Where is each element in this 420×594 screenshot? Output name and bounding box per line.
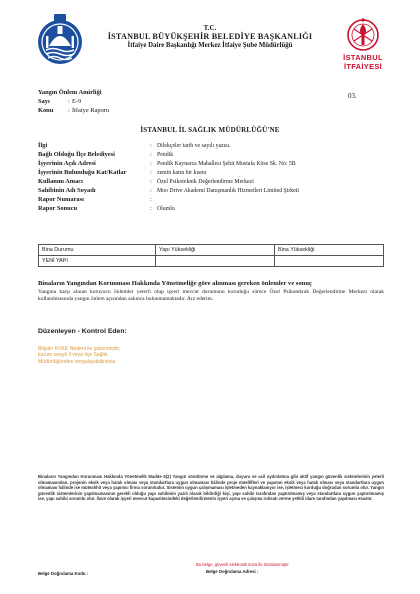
verification-code-label: Belge Doğrulama Kodu : <box>38 571 89 576</box>
sayi-value: E-9 <box>72 98 82 105</box>
field-label-report-number: Rapor Numarası <box>38 196 84 203</box>
field-label-address: İşyerinin Açık Adresi <box>38 160 96 167</box>
field-value-floor: zemin katın bir kısmı <box>157 169 207 176</box>
table-cell: YENİ YAPI <box>39 256 156 267</box>
fire-department-emblem-icon <box>345 16 381 54</box>
itfaiye-logo-line1: İSTANBUL <box>343 53 383 62</box>
field-label-district: Bağlı Olduğu İlçe Belediyesi <box>38 151 115 158</box>
field-label-report-result: Rapor Sonucu <box>38 205 78 212</box>
regulation-title: Binaların Yangından Korunması Hakkında Yönetmeliğe göre alınması gereken önlemler ve sonuç <box>38 280 312 287</box>
field-value-address: Pendik Kaynarca Mahallesi Şehit Mustafa Köse Sk. No: 5B <box>157 160 296 167</box>
field-colon: : <box>150 151 152 158</box>
konu-label: Konu <box>38 107 54 114</box>
table-header-cell: Yapı Yüksekliği <box>156 245 275 256</box>
field-label-floor: İşyerinin Bulunduğu Kat/Katlar <box>38 169 127 176</box>
field-value-purpose: Özel Psikoteknik Değerlendirme Merkezi <box>157 178 254 185</box>
building-table <box>38 244 384 267</box>
regulation-body: Yangına karşı alınan koruyucu önlemler yeterli olup işyeri mevcut durumunu koruduğu sürece Özel Psikoteknik Değerlendirme Merkezi olarak kullanılmasında yangın önlem açısından sakınca bulunmamaktadır. Arz ederim. <box>38 289 384 303</box>
field-colon: : <box>150 142 152 149</box>
legal-text: Binaların Yangından Korunması Hakkında Yönetmelik Madde 6(2) Yangın söndürme ve algılama, duyuru ve acil aydınlatma gibi aktif yangın güvenlik sistemlerinin yeterli olmamasından, projenin eksik veya hatalı olması veya standartlara uygun olmaması hâlinde proje müellifleri ve yapımın eksik veya hatalı olması veya standartlara uygun olmaması hâlinde ise müteahhit veya yapımcı firma sorumludur. Sistemin uygun çalışmaması işletmeden kaynaklanıyor ise, işletmeci kurduğu doğrudan sorumlu olur. Yangın güvenlik sistemlerinin yapılmamasının gerekli olduğu yapı sahibinin yazılı olarak bildirdiği kişi, yapı sahibi tarafından yaptırılmamış veya standartlara uygun yaptırılmamış ise, yapı sahibi sorumlu olur. İlave olarak işyeri mevcut kapasitesindeki değerlendirmenin işyeri açma ve çalışma ruhsatı verme yetkili idare tarafından yapılması esastır. <box>38 474 384 502</box>
table-header-cell: Bina Yüksekliği <box>275 245 384 256</box>
field-label-purpose: Kullanım Amacı <box>38 178 83 185</box>
field-colon: : <box>150 169 152 176</box>
office-name: Yangın Önlem Amirliği <box>38 89 102 96</box>
field-label-owner: Sahibinin Adı Soyadı <box>38 187 96 194</box>
field-colon: : <box>150 160 152 167</box>
header-department: İtfaiye Daire Başkanlığı Merkez İtfaiye Şube Müdürlüğü <box>127 42 293 49</box>
field-value-ilgi: Dilekçeler tarih ve sayılı yazısı. <box>157 142 231 149</box>
itfaiye-logo <box>335 16 391 78</box>
field-colon: : <box>150 205 152 212</box>
field-colon: : <box>150 178 152 185</box>
verification-address-label: Belge Doğrulama Adresi : <box>206 569 259 574</box>
table-header-row <box>39 245 384 256</box>
field-value-report-result: Olumlu <box>157 205 175 212</box>
konu-colon: : <box>68 107 70 114</box>
editor-label: Düzenleyen - Kontrol Eden: <box>38 328 127 335</box>
reference-number: 03. <box>348 92 357 100</box>
field-colon: : <box>150 196 152 203</box>
sayi-colon: : <box>68 98 70 105</box>
field-value-owner: Moo Drive Akademi Danışmanlık Hizmetleri Limited Şirketi <box>157 187 299 194</box>
header-tc: T.C. <box>203 24 217 32</box>
table-header-cell: Bina Durumu <box>39 245 156 256</box>
table-cell <box>156 256 275 267</box>
field-label-ilgi: İlgi <box>38 142 48 149</box>
table-cell <box>275 256 384 267</box>
table-row <box>39 256 384 267</box>
ibb-logo-icon <box>36 12 84 68</box>
e-signature-note: Bu belge, güvenli elektronik imza ile imzalanmıştır. <box>196 562 290 567</box>
itfaiye-logo-line2: İTFAİYESİ <box>343 61 383 71</box>
field-value-district: Pendik <box>157 151 174 158</box>
privacy-notice: Bilgiler KVKK Nedeni ile gizlenmiştir, kurum onaylı il veya ilçe Sağlık Müdürlüğünden sorgulayabilirsiniz. <box>38 346 121 365</box>
header-municipality: İSTANBUL BÜYÜKŞEHİR BELEDİYE BAŞKANLIĞI <box>107 32 313 41</box>
addressee-title: İSTANBUL İL SAĞLIK MÜDÜRLÜĞÜ'NE <box>140 126 280 134</box>
sayi-label: Sayı <box>38 98 50 105</box>
field-colon: : <box>150 187 152 194</box>
konu-value: İtfaiye Raporu <box>72 107 110 114</box>
